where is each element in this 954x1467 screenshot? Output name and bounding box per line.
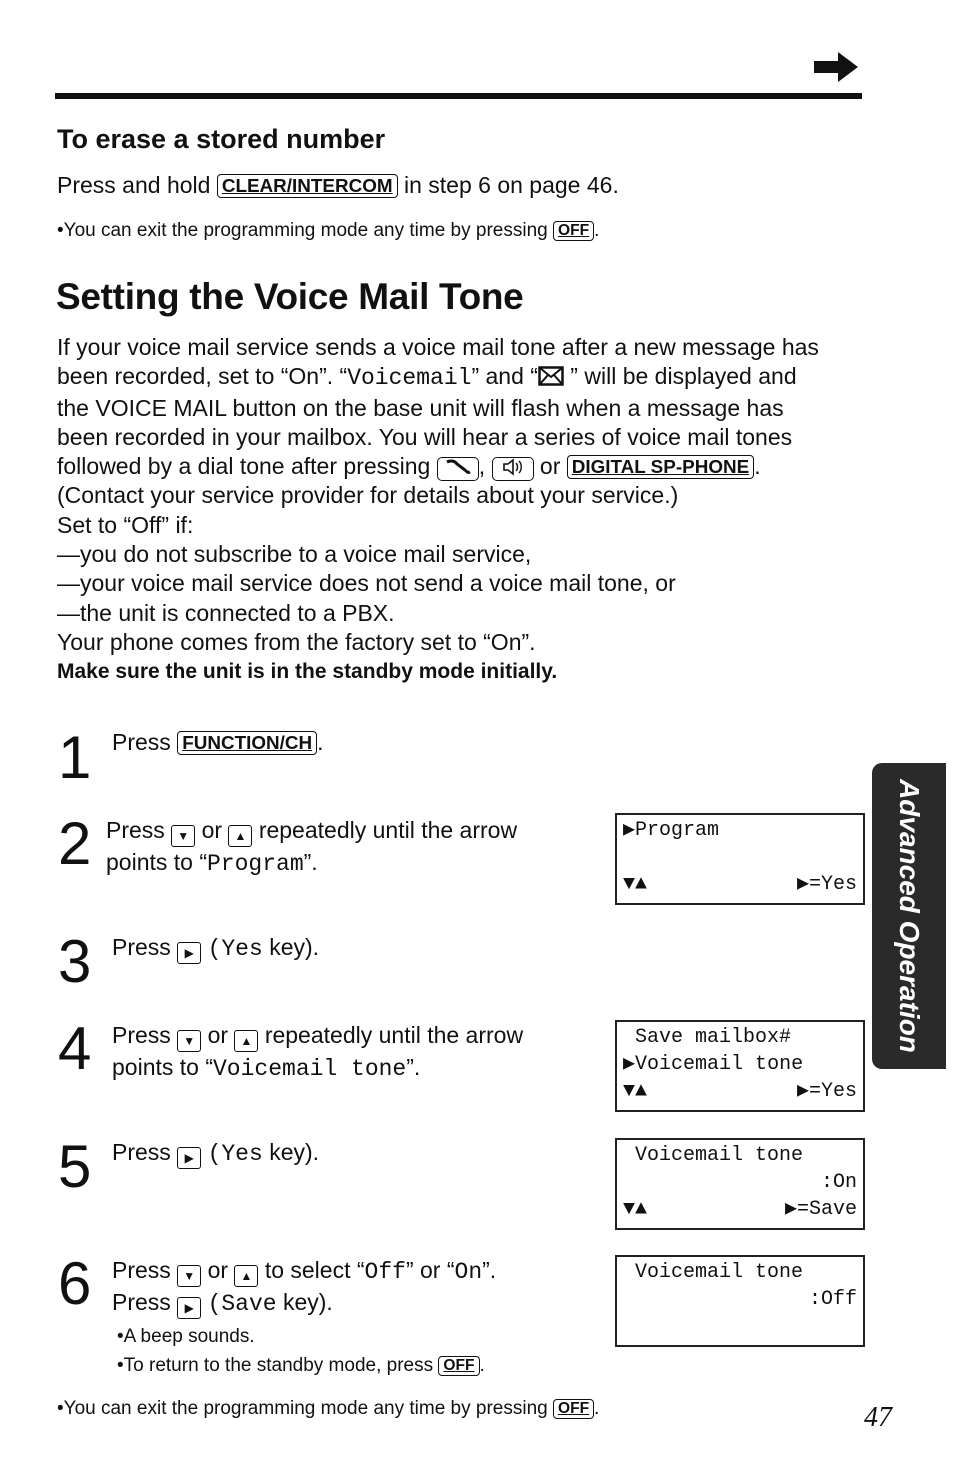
header-rule [55, 93, 862, 99]
off-key: OFF [438, 1356, 479, 1376]
off-key: OFF [553, 1399, 594, 1419]
function-ch-key: FUNCTION/CH [177, 731, 317, 755]
step-number: 3 [58, 928, 92, 995]
step-number: 1 [58, 724, 92, 791]
envelope-icon [538, 366, 564, 386]
step-number: 6 [58, 1250, 92, 1317]
up-key-icon: ▲ [234, 1265, 258, 1287]
side-tab [872, 763, 946, 1069]
right-key-icon: ▶ [177, 1297, 201, 1319]
speaker-phone-icon [492, 457, 534, 481]
erase-heading: To erase a stored number [57, 124, 386, 154]
step-6-bullets: •A beep sounds. •To return to the standby mode, press OFF . [117, 1326, 485, 1376]
intro-paragraph: If your voice mail service sends a voice mail tone after a new message has been recorded, set to “On”. “Voicemail” and “ ” will be displayed and the VOICE MAIL button on the base unit will flash when a message has been recorded in your mailbox. You will hear a series of voice mail tones followed by a dial tone after pressing , or DIGITAL SP-PHONE . (Contact your service provider for details about your service.) Set to “Off” if: —you do not subscribe to a voice mail service, —your voice mail service does not send a voice mail tone, or —the unit is connected to a PBX. Your phone comes from the factory set to “On”. Make sure the unit is in the standby mode initially. [57, 334, 819, 684]
lcd-display: Save mailbox# ▶Voicemail tone ▼▲ ▶=Yes [615, 1020, 865, 1112]
step-1-text: Press FUNCTION/CH . [112, 729, 324, 755]
page-number: 47 [864, 1402, 892, 1433]
erase-line: Press and hold CLEAR/INTERCOM in step 6 on page 46. [57, 172, 619, 198]
down-key-icon: ▼ [177, 1265, 201, 1287]
down-key-icon: ▼ [171, 825, 195, 847]
right-arrow-icon [812, 50, 860, 84]
down-key-icon: ▼ [177, 1030, 201, 1052]
off-key: OFF [553, 221, 594, 241]
lcd-display: Voicemail tone :On ▼▲ ▶=Save [615, 1138, 865, 1230]
step-number: 2 [58, 810, 92, 877]
right-key-icon: ▶ [177, 1147, 201, 1169]
page-title: Setting the Voice Mail Tone [56, 276, 524, 317]
lcd-display: Voicemail tone :Off [615, 1255, 865, 1347]
right-key-icon: ▶ [177, 942, 201, 964]
step-4-text: Press ▼ or ▲ repeatedly until the arrow points to “Voicemail tone”. [112, 1022, 524, 1082]
lcd-display: ▶Program ▼▲ ▶=Yes [615, 813, 865, 905]
erase-note: •You can exit the programming mode any time by pressing OFF . [57, 220, 600, 241]
talk-handset-icon [437, 457, 479, 481]
step-3-text: Press ▶ (Yes key). [112, 934, 320, 962]
step-2-text: Press ▼ or ▲ repeatedly until the arrow points to “Program”. [106, 817, 518, 877]
up-key-icon: ▲ [234, 1030, 258, 1052]
up-key-icon: ▲ [228, 825, 252, 847]
step-6-text: Press ▼ or ▲ to select “Off” or “On”. Press ▶ (Save key). [112, 1257, 497, 1317]
side-tab-label: Advanced Operation [894, 779, 925, 1053]
step-number: 4 [58, 1015, 92, 1082]
digital-sp-phone-key: DIGITAL SP-PHONE [567, 455, 754, 479]
clear-intercom-key: CLEAR/INTERCOM [217, 174, 398, 198]
footer-note: •You can exit the programming mode any time by pressing OFF . [57, 1398, 600, 1419]
step-number: 5 [58, 1133, 92, 1200]
step-5-text: Press ▶ (Yes key). [112, 1139, 320, 1167]
